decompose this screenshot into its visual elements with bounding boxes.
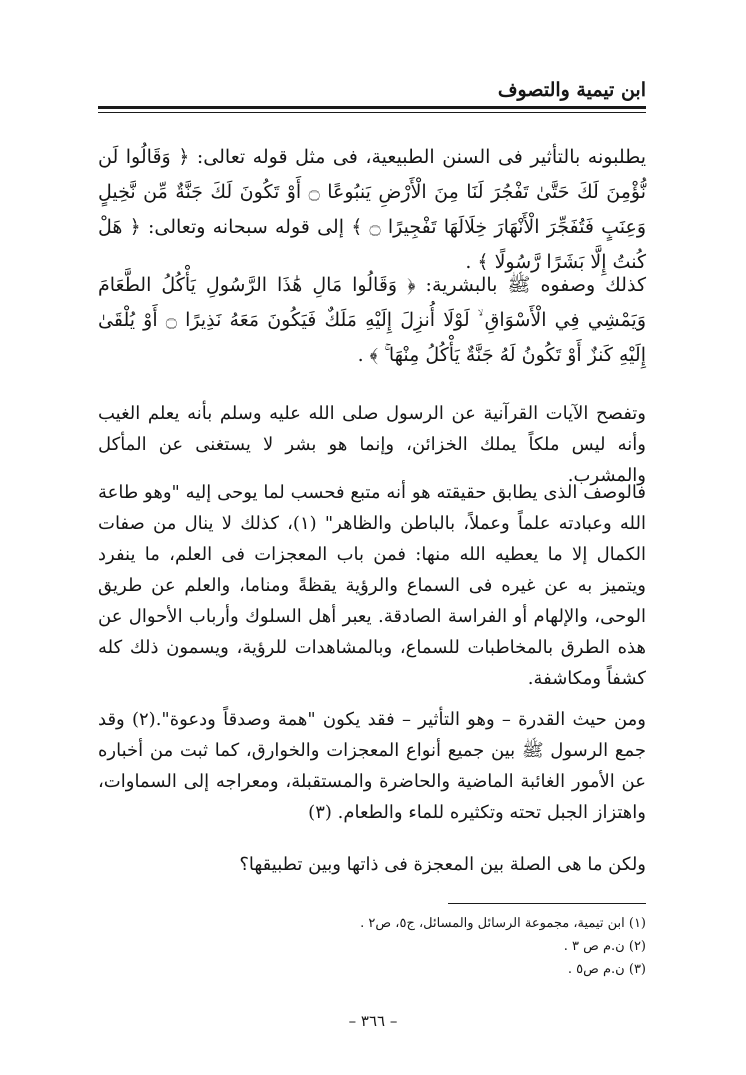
footnote-3: (٣) ن.م ص٥ . [567, 962, 646, 977]
paragraph-6: ولكن ما هى الصلة بين المعجزة فى ذاتها وبين تطبيقها؟ [239, 854, 646, 875]
paragraph-1: يطلبونه بالتأثير فى السنن الطبيعية، فى مثل قوله تعالى: ﴿ وَقَالُوا لَن نُّؤْمِنَ لَكَ حَتَّىٰ تَفْجُرَ لَنَا مِنَ الْأَرْضِ يَنبُوعًا ۝ أَوْ تَكُونَ لَكَ جَنَّةٌ مِّن نَّخِيلٍ وَعِنَبٍ فَتُفَجِّرَ الْأَنْهَارَ خِلَالَهَا تَفْجِيرًا ۝ ﴾ إلى قوله سبحانه وتعالى: ﴿ هَلْ كُنتُ إِلَّا بَشَرًا رَّسُولًا ﴾ . [98, 146, 647, 273]
footnotes [300, 912, 646, 981]
paragraph-3: وتفصح الآيات القرآنية عن الرسول صلى الله عليه وسلم بأنه يعلم الغيب وأنه ليس ملكاً يملك الخزائن، وإنما هو بشر لا يستغنى عن المأكل والمشرب. [98, 403, 646, 486]
footnote-2: (٢) ن.م ص ٣ . [563, 939, 646, 954]
running-header [98, 76, 646, 106]
footnote-separator [448, 903, 646, 904]
paragraph-5: ومن حيث القدرة – وهو التأثير – فقد يكون "همة وصدقاً ودعوة".(٢) وقد جمع الرسول ﷺ بين جميع أنواع المعجزات والخوارق، كما ثبت من أخباره عن الأمور الغائبة الماضية والحاضرة والمستقبلة، ومعراجه إلى السماوات، واهتزاز الجبل تحته وتكثيره للماء والطعام. (٣) [98, 709, 646, 823]
header-rule-thin [98, 112, 646, 113]
paragraph-2: كذلك وصفوه ﷺ بالبشرية: ﴿ وَقَالُوا مَالِ هَٰذَا الرَّسُولِ يَأْكُلُ الطَّعَامَ وَيَمْشِي فِي الْأَسْوَاقِ ۙ لَوْلَا أُنزِلَ إِلَيْهِ مَلَكٌ فَيَكُونَ مَعَهُ نَذِيرًا ۝ أَوْ يُلْقَىٰ إِلَيْهِ كَنزٌ أَوْ تَكُونُ لَهُ جَنَّةٌ يَأْكُلُ مِنْهَا ۚ ﴾ . [98, 274, 646, 366]
paragraph-4: فالوصف الذى يطابق حقيقته هو أنه متبع فحسب لما يوحى إليه "وهو طاعة الله وعبادته علماً وعملاً، بالباطن والظاهر" (١)، كذلك لا ينال من صفات الكمال إلا ما يعطيه الله منها: فمن باب المعجزات فى العلم، ما ينفرد ويتميز به عن غيره فى السماع والرؤية يقظةً ومناما، والعلم عن طريق الوحى، والإلهام أو الفراسة الصادقة. يعبر أهل السلوك وأرباب الأحوال عن هذه الطرق بالمخاطبات للسماع، وبالمشاهدات للرؤية، ويسمون ذلك كله كشفاً ومكاشفة. [98, 482, 647, 689]
header-rule-thick [98, 106, 646, 109]
header-title: ابن تيمية والتصوف [497, 79, 646, 101]
footnote-1: (١) ابن تيمية، مجموعة الرسائل والمسائل، ج٥، ص٢ . [360, 916, 646, 931]
page-number: – ٣٦٦ – [348, 1012, 398, 1030]
